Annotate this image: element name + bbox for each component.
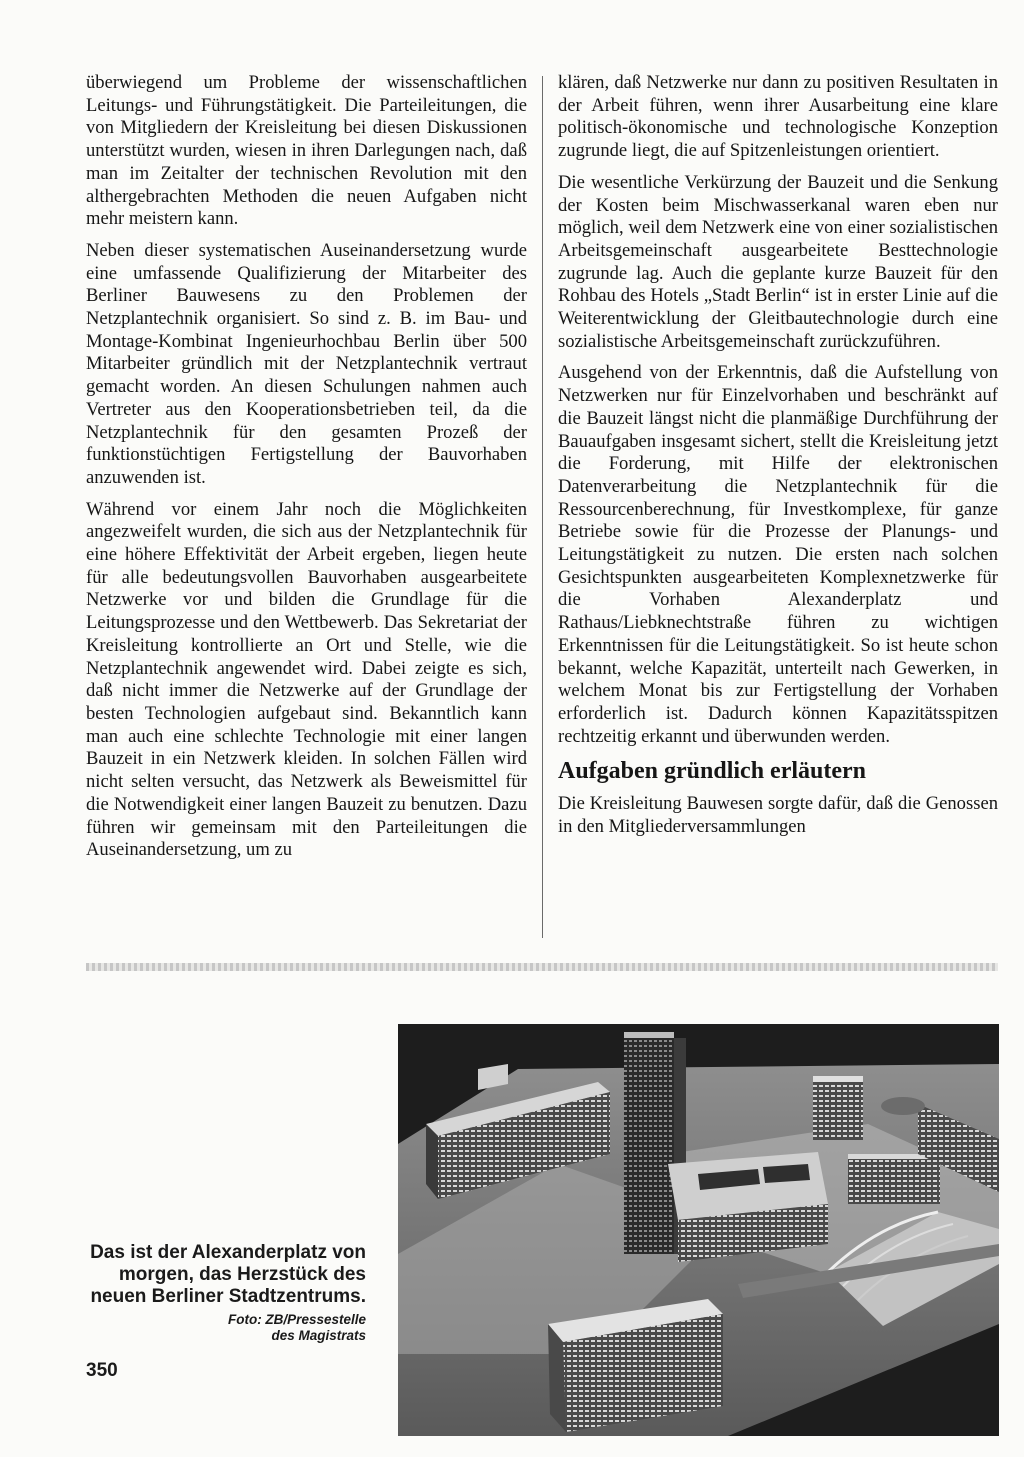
right-paragraph-2: Die wesentliche Verkürzung der Bauzeit und die Senkung der Kosten beim Mischwasserkanal waren eben nur möglich, weil dem Netzwerk eine von einer sozialistischen Arbeitsgemeinschaft ausgearbeitete Besttechnologie zugrunde lag. Auch die geplante kurze Bauzeit für den Rohbau des Hotels „Stadt Berlin“ ist in erster Linie auf die Weiterentwicklung der Gleitbautechnologie durch eine sozialistische Arbeitsgemeinschaft zurückzuführen. (558, 171, 998, 352)
photo-credit-line-2: des Magistrats (271, 1328, 366, 1343)
section-divider-strip (86, 963, 998, 971)
left-paragraph-1: überwiegend um Probleme der wissenschaftlichen Leitungs- und Führungstätigkeit. Die Parteileitungen, die von Mitgliedern der Kreisleitung bei diesen Diskussionen unterstützt wurden, wiesen in ihren Darlegungen nach, daß man im Zeitalter der technischen Revolution mit den althergebrachten Methoden die neuen Aufgaben nicht mehr meistern kann. (86, 72, 527, 230)
left-paragraph-3: Während vor einem Jahr noch die Möglichkeiten angezweifelt wurden, die sich aus der Netzplantechnik für eine höhere Effektivität der Arbeit ergeben, liegen heute für alle bedeutungsvollen Bauvorhaben ausgearbeitete Netzwerke vor und bilden die Grundlage für die Leitungsprozesse und den Wettbewerb. Das Sekretariat der Kreisleitung kontrollierte an Ort und Stelle, wie die Netzplantechnik angewendet wird. Dabei zeigte es sich, daß nicht immer die Netzwerke auf der Grundlage der besten Technologien aufgebaut sind. Bekanntlich kann man auch eine schlechte Technologie mit einer langen Bauzeit in ein Netzwerk kleiden. In solchen Fällen wird nicht selten versucht, das Netzwerk als Beweismittel für die Notwendigkeit einer langen Bauzeit zu benutzen. Dazu führen wir gemeinsam mit den Parteileitungen die Auseinandersetzung, um zu (86, 498, 527, 861)
alexanderplatz-model-photo (398, 1024, 999, 1436)
right-text-column (558, 72, 998, 848)
right-paragraph-4: Die Kreisleitung Bauwesen sorgte dafür, daß die Genossen in den Mitgliederversammlungen (558, 793, 998, 838)
left-paragraph-2: Neben dieser systematischen Auseinandersetzung wurde eine umfassende Qualifizierung der Mitarbeiter des Berliner Bauwesens zu den Problemen der Netzplantechnik organisiert. So sind z. B. im Bau- und Montage-Kombinat Ingenieurhochbau Berlin über 500 Mitarbeiter gründlich mit der Netzplantechnik vertraut gemacht worden. An diesen Schulungen nahmen auch Vertreter aus den Kooperationsbetrieben teil, da die Netzplantechnik für den gesamten Prozeß der funktionstüchtigen Fertigstellung der Bauvorhaben anzuwenden ist. (86, 239, 527, 488)
right-paragraph-1: klären, daß Netzwerke nur dann zu positiven Resultaten in der Arbeit führen, wenn ihrer Ausarbeitung eine klare politisch-ökonomische und technologische Konzeption zugrunde liegt, die auf Spitzenleistungen orientiert. (558, 72, 998, 162)
left-text-column (86, 72, 527, 871)
photo-credit-line-1: Foto: ZB/Pressestelle (227, 1312, 366, 1327)
page-number: 350 (86, 1360, 118, 1381)
photo-credit (86, 1312, 366, 1344)
column-divider (542, 76, 543, 938)
right-paragraph-3: Ausgehend von der Erkenntnis, daß die Aufstellung von Netzwerken nur für Einzelvorhaben und beschränkt auf die Bauzeit längst nicht die planmäßige Durchführung der Bauaufgaben insgesamt sichert, stellt die Kreisleitung jetzt die Forderung, mit Hilfe der elektronischen Datenverarbeitung die Netzplantechnik für die Ressourcenberechnung, für Investkomplexe, für ganze Betriebe sowie für die Prozesse der Planungs- und Leitungstätigkeit zu nutzen. Die ersten nach solchen Gesichtspunkten ausgearbeiteten Komplexnetzwerke für die Vorhaben Alexanderplatz und Rathaus/Liebknechtstraße führen zu wichtigen Erkenntnissen für die Leitungstätigkeit. So ist heute schon bekannt, welche Kapazität, unterteilt nach Gewerken, in welchem Monat bis zur Fertigstellung der Vorhaben erforderlich ist. Dadurch können Kapazitätsspitzen rechtzeitig erkannt und überwunden werden. (558, 362, 998, 747)
section-heading: Aufgaben gründlich erläutern (558, 758, 867, 785)
figure-caption: Das ist der Alexanderplatz von morgen, das Herzstück des neuen Berliner Stadtzentrums. (90, 1242, 366, 1307)
